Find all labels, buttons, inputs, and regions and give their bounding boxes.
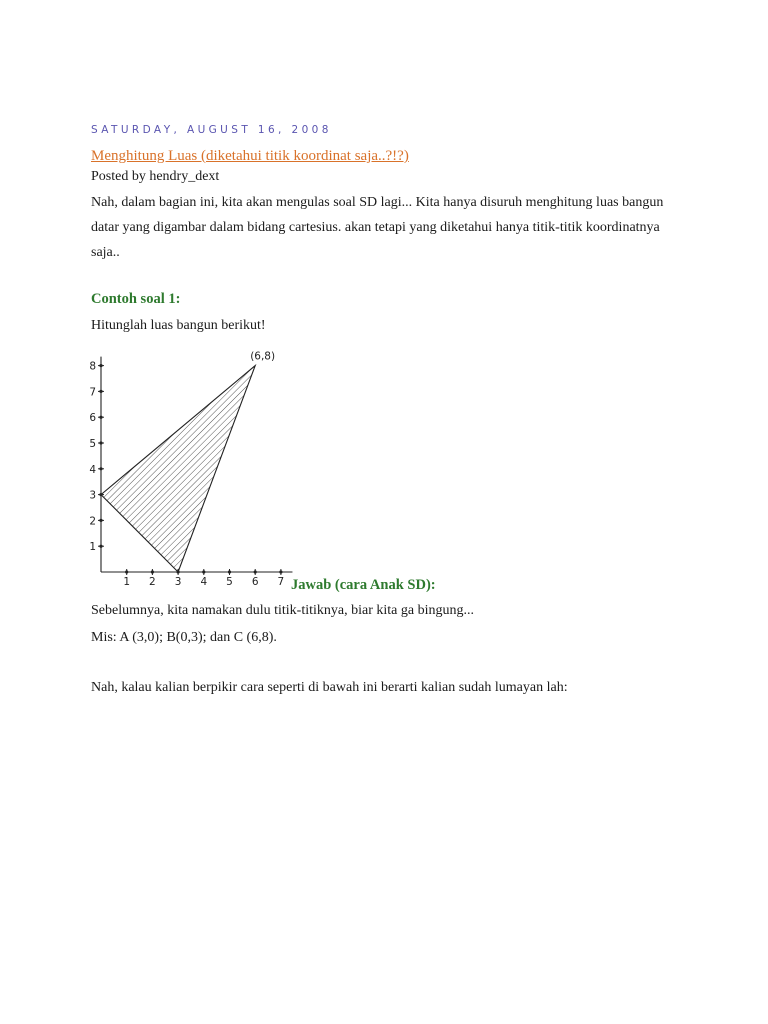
- paragraph-method: Nah, kalau kalian berpikir cara seperti di bawah ini berarti kalian sudah lumayan lah:: [91, 680, 568, 695]
- x-tick-label: 5: [226, 576, 233, 588]
- y-tick-label: 7: [89, 386, 96, 399]
- paragraph-names: Sebelumnya, kita namakan dulu titik-titiknya, biar kita ga bingung...: [91, 603, 474, 618]
- x-tick-dot: [279, 570, 282, 573]
- y-tick-label: 6: [89, 412, 96, 425]
- vertex-label: (6,8): [250, 350, 276, 363]
- y-tick-label: 2: [89, 515, 96, 528]
- answer-heading: Jawab (cara Anak SD):: [291, 577, 436, 593]
- x-tick-dot: [228, 570, 231, 573]
- post-date: SATURDAY, AUGUST 16, 2008: [91, 124, 332, 136]
- x-tick-label: 3: [174, 576, 182, 588]
- y-tick-dot: [99, 416, 102, 419]
- y-tick-dot: [99, 467, 102, 470]
- post-title-link[interactable]: Menghitung Luas (diketahui titik koordinat saja..?!?): [91, 148, 409, 164]
- y-tick-label: 3: [89, 489, 96, 502]
- y-tick-dot: [99, 493, 102, 496]
- triangle-shape: [101, 366, 255, 572]
- y-tick-label: 5: [89, 438, 96, 450]
- x-tick-label: 1: [123, 576, 131, 588]
- y-tick-dot: [99, 390, 102, 393]
- y-tick-dot: [99, 519, 102, 522]
- x-tick-label: 6: [251, 576, 259, 588]
- intro-paragraph: Nah, dalam bagian ini, kita akan mengulas soal SD lagi... Kita hanya disuruh menghitung luas bangun datar yang digambar dalam bidang cartesius. akan tetapi yang diketahui hanya titik-titik koordinatnya saja..: [91, 195, 664, 260]
- y-tick-dot: [99, 441, 102, 444]
- x-tick-dot: [254, 570, 257, 573]
- problem-prompt: Hitunglah luas bangun berikut!: [91, 318, 266, 333]
- x-tick-label: 7: [277, 576, 285, 588]
- x-tick-dot: [151, 570, 154, 573]
- y-tick-label: 8: [89, 360, 96, 373]
- paragraph-points: Mis: A (3,0); B(0,3); dan C (6,8).: [91, 630, 277, 645]
- y-tick-label: 1: [89, 541, 96, 554]
- post-author: Posted by hendry_dext: [91, 169, 220, 184]
- x-tick-dot: [125, 570, 128, 573]
- x-tick-dot: [177, 570, 180, 573]
- y-tick-dot: [99, 545, 102, 548]
- x-tick-label: 4: [200, 576, 208, 588]
- example-heading: Contoh soal 1:: [91, 291, 181, 307]
- y-tick-dot: [99, 364, 102, 367]
- y-tick-label: 4: [89, 463, 96, 476]
- coordinate-graph: [88, 341, 288, 588]
- x-tick-label: 2: [149, 576, 156, 588]
- x-tick-dot: [202, 570, 205, 573]
